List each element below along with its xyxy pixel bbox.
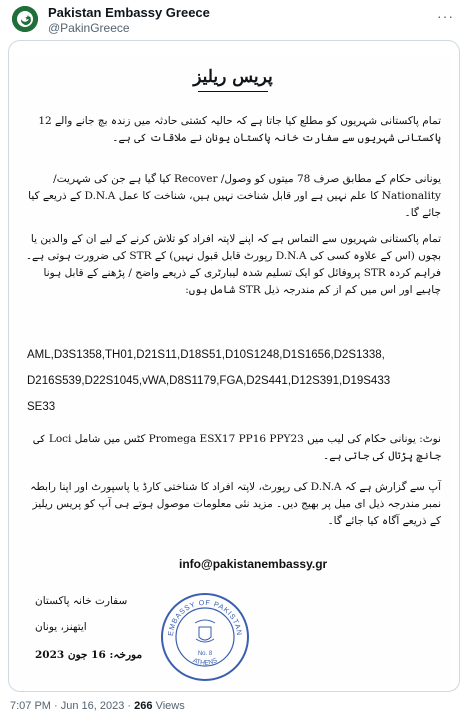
tweet-date[interactable]: Jun 16, 2023 (60, 700, 125, 712)
loci-line-3: SE33 (27, 401, 56, 413)
paragraph-2: یونانی حکام کے مطابق صرف 78 میتوں کو وصول/ Recover کیا گیا ہے جن کی شہریت/ Nationality کا علم نہیں ہے اور قابل شناخت نہیں ہیں، شناخت کا عمل D.N.A کے ذریعے کیا جائے گا۔ (28, 173, 441, 219)
tweet-footer: 7:07 PM · Jun 16, 2023 · 266 Views (10, 700, 185, 712)
signature-city: ایتھنز، یونان (35, 621, 87, 633)
svg-text:ATHENS (192, 657, 219, 667)
document-title: پریس ریلیز (193, 67, 273, 87)
account-name[interactable]: Pakistan Embassy Greece (48, 5, 210, 20)
tweet-header (8, 2, 458, 38)
more-dots-icon[interactable]: ··· (437, 8, 454, 24)
stamp-number: No. 8 (197, 651, 213, 657)
loci-line-1: AML,D3S1358,TH01,D21S11,D18S51,D10S1248,D1S1656,D2S1338, (27, 349, 385, 361)
loci-line-2: D216S539,D22S1045,vWA,D8S1179,FGA,D2S441,D12S391,D19S433 (27, 375, 391, 387)
tweet-image[interactable] (8, 40, 460, 692)
tweet-time[interactable]: 7:07 PM (10, 700, 51, 712)
stamp-bottom-text: ATHENS (191, 657, 219, 667)
views-label: Views (155, 700, 185, 712)
contact-email: info@pakistanembassy.gr (179, 557, 328, 571)
avatar[interactable] (12, 6, 38, 32)
views-count: 266 (134, 700, 153, 712)
title-underline (198, 91, 268, 92)
signature-embassy: سفارت خانہ پاکستان (35, 595, 128, 607)
signature-date: مورخہ: 16 جون 2023 (35, 649, 143, 661)
crest-icon (12, 6, 38, 32)
paragraph-4: آپ سے گزارش ہے کہ D.N.A کی رپورٹ، لاپتہ افراد کا شناختی کارڈ یا پاسپورٹ اور اپنا رابطہ نمبر مندرجہ ذیل ای میل پر بھیج دیں۔ مزید نئی معلومات موصول ہوتے ہی آپ کو پریس ریلیز کے ذریعے آگاہ کیا جائے گا۔ (30, 481, 441, 527)
note-paragraph: نوٹ: یونانی حکام کی لیب میں Promega ESX17 PP16 PPY23 کٹس میں شامل Loci کی جانچ پڑتال کی جاتی ہے۔ (33, 433, 441, 462)
paragraph-1: تمام پاکستانی شہریوں کو مطلع کیا جاتا ہے کہ حالیہ کشتی حادثہ میں زندہ بچ جانے والے 12 پاکستانی شہریوں سے سفارت خانہ پاکستان یونان نے ملاقات کی ہے۔ (38, 115, 441, 144)
account-handle[interactable]: @PakinGreece (48, 21, 130, 35)
stamp-top-text: EMBASSY OF PAKISTAN (165, 597, 245, 637)
paragraph-3: تمام پاکستانی شہریوں سے التماس ہے کہ اپنے لاپتہ افراد کو تلاش کرنے کے لیے ان کے والدین یا بچوں (اس کے علاوہ کسی کی D.N.A رپورٹ قابل قبول نہیں) کے STR کی ضرورت ہوتی ہے۔ فراہم کردہ STR پروفائل کو ایک تسلیم شدہ لیبارٹری کے ذریعے واضح / پڑھنے کے قابل ہونا چاہیے اور اس میں کم از کم مندرجہ ذیل STR شامل ہوں: (25, 233, 441, 296)
press-release-document (13, 55, 453, 687)
embassy-stamp (159, 591, 251, 683)
emblem-icon (195, 620, 215, 642)
